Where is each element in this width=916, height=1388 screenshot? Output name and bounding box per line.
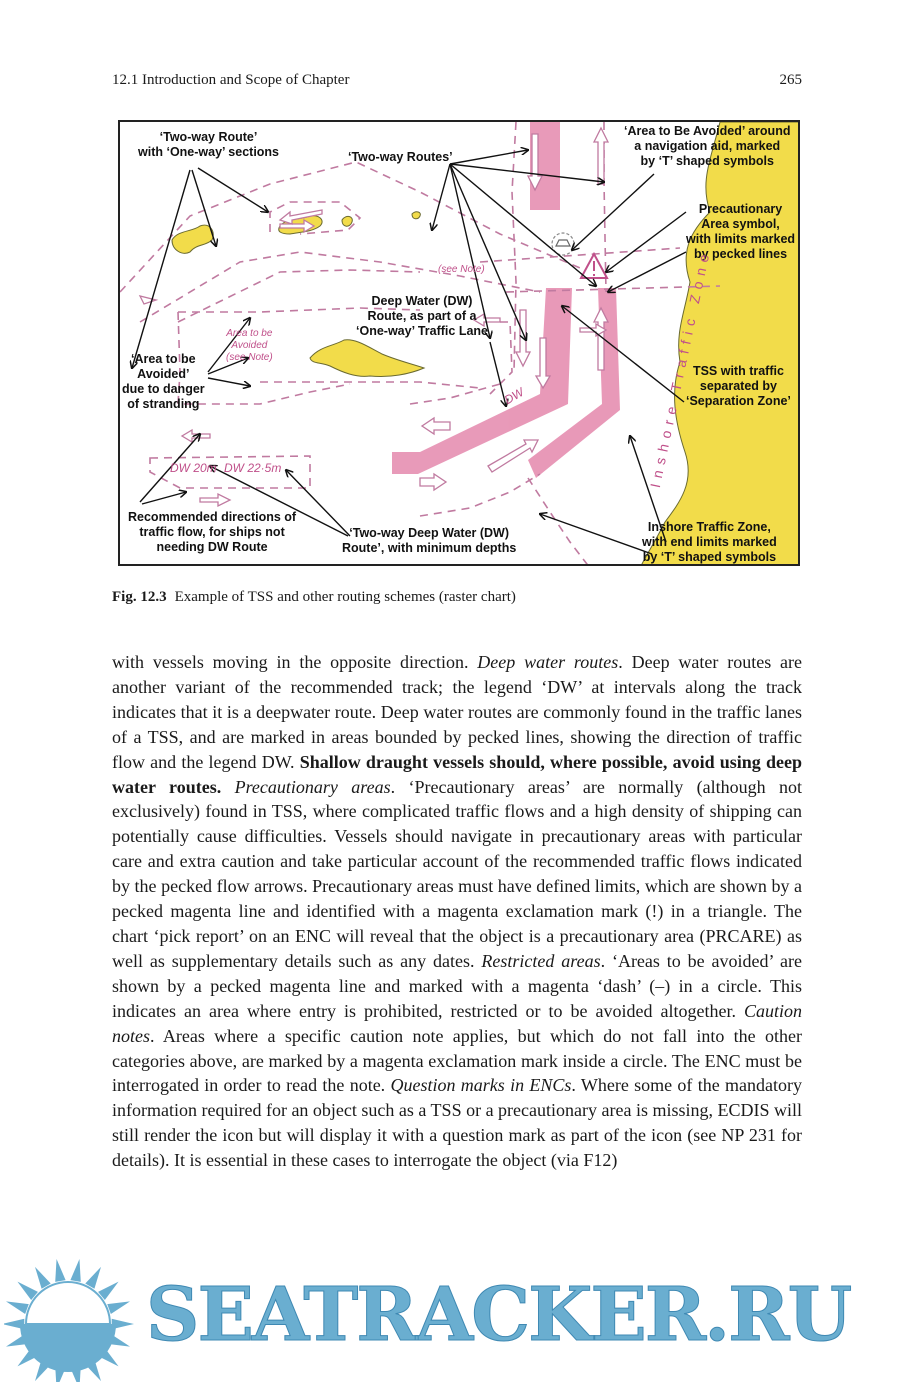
label-line: with end limits marked: [642, 535, 777, 549]
label-line: ‘Separation Zone’: [686, 394, 791, 408]
chart-text-line: Area to be: [226, 328, 273, 339]
body-run: with vessels moving in the opposite direction.: [112, 652, 478, 672]
chart-text-line: Avoided: [231, 340, 268, 351]
label-line: TSS with traffic: [692, 364, 784, 378]
sun-ray: [107, 1301, 130, 1314]
body-run: . ‘Precautionary areas’ are normally (although not exclusively) found in TSS, where complicated traffic flows and a high density of shipping can potentially cause difficulties. Vessels should navigate in precautionary areas with particular care and extra caution and take particular account of the recommended traffic flows indicated by the pecked flow arrows. Precautionary areas must have defined limits, which are shown by a pecked magenta line and identified with a magenta exclamation mark (!) in a triangle. The chart ‘pick report’ on an ENC will reveal that the object is a precautionary area (PRCARE) as well as supplementary details such as any dates.: [112, 776, 802, 971]
chart-text-dw-22-5m: DW 22·5m: [224, 461, 282, 475]
label-line: by ‘T’ shaped symbols: [642, 550, 777, 564]
label-line: ‘Two-way Deep Water (DW): [349, 526, 510, 540]
label-recommended-directions: [128, 510, 296, 555]
body-run: [221, 777, 234, 797]
island: [412, 212, 420, 219]
emphasis-text: Shallow draught vessels should, where possible, avoid using deep water routes.: [112, 751, 802, 797]
run-in-heading: Caution notes: [112, 1000, 802, 1046]
label-line: Area symbol,: [701, 217, 780, 231]
figure-caption: [112, 589, 516, 606]
body-run: . Areas where a specific caution note applies, but which do not fall into the other categories above, are marked by a magenta exclamation mark inside a circle. The ENC must be interrogated in order to read the note.: [112, 1025, 802, 1096]
label-line: ‘One-way’ Traffic Lane: [356, 324, 488, 338]
label-line: ‘Two-way Route’: [159, 130, 258, 144]
section-title: 12.1 Introduction and Scope of Chapter: [112, 72, 350, 88]
chart-text-inshore-traffic-zone: Inshore Traffic Zone: [646, 246, 714, 490]
label-line: with limits marked: [686, 232, 796, 246]
sun-ray: [6, 1301, 29, 1314]
label-atba-stranding: [122, 352, 205, 412]
label-inshore-traffic-zone: [642, 520, 777, 565]
chart-text-line: (see Note): [226, 352, 273, 363]
run-in-heading: Precautionary areas: [234, 776, 391, 797]
run-in-heading: Deep water routes: [477, 652, 619, 672]
label-line: Precautionary: [698, 202, 783, 216]
body-run: . Deep water routes are another variant of the recommended track; the legend ‘DW’ at intervals along the track indicates that it is a deepwater route. Deep water routes are commonly found in the traffic lanes of a TSS, and are marked in areas bounded by pecked lines, showing the direction of traffic flow and the legend DW.: [112, 652, 802, 772]
watermark-text: SEATRACKER.RU: [146, 1272, 851, 1358]
page-number: 265: [779, 72, 802, 88]
label-line: separated by: [699, 379, 777, 393]
sun-ray: [35, 1267, 51, 1289]
label-line: ‘Area to Be Avoided’ around: [624, 124, 791, 138]
figure-tss-routing: [118, 120, 800, 566]
label-line: with ‘One-way’ sections: [138, 145, 280, 159]
sun-logo-icon: [4, 1252, 144, 1382]
label-line: Inshore Traffic Zone,: [647, 520, 771, 534]
coastline-land: [640, 122, 800, 566]
flow-arrow: [200, 494, 230, 506]
label-line: Recommended directions of: [128, 510, 297, 524]
body-run: . Where some of the mandatory information required for an object such as a TSS or a precautionary area is missing, ECDIS will still render the icon but will display it with a question mark as part of the icon (see NP 231 for details). It is essential in these cases to interrogate the object (via F12): [112, 1075, 802, 1171]
body-text: [112, 650, 802, 1173]
flow-arrow: [488, 440, 538, 472]
label-line: due to danger: [122, 382, 205, 396]
label-two-way-routes: [348, 150, 453, 165]
label-line: of stranding: [127, 397, 200, 411]
sun-ray: [55, 1259, 65, 1282]
label-line: needing DW Route: [156, 540, 268, 554]
sun-ray: [70, 1259, 80, 1282]
caption-label: Fig. 12.3: [112, 589, 167, 605]
chart-graphic: [120, 122, 800, 566]
label-line: Route’, with minimum depths: [342, 541, 517, 555]
flow-arrow: [422, 418, 450, 434]
label-line: Deep Water (DW): [371, 294, 473, 308]
label-two-way-route-one-way-sections: [138, 130, 279, 160]
label-line: a navigation aid, marked: [634, 139, 781, 153]
label-tss-separation-zone: [686, 364, 791, 409]
label-dw-one-way-lane: [356, 294, 488, 339]
label-line: traffic flow, for ships not: [139, 525, 285, 539]
label-two-way-dw-route: [342, 526, 516, 556]
label-line: by pecked lines: [693, 247, 788, 261]
label-line: ‘Two-way Routes’: [348, 150, 453, 164]
run-in-heading: Restricted areas: [481, 950, 601, 971]
sun-ray: [85, 1267, 101, 1289]
chart-text-atba-note: [226, 328, 273, 364]
running-head: [112, 72, 802, 92]
flow-arrow: [516, 310, 530, 366]
body-run: . ‘Areas to be avoided’ are shown by a pecked magenta line and marked with a magenta ‘dash’ (–) in a circle. This indicates an area where entry is prohibited, restricted or to be avoided altogether.: [112, 950, 803, 1021]
flow-arrow: [140, 296, 156, 304]
flow-arrow: [182, 430, 210, 442]
label-line: Route, as part of a: [367, 309, 477, 323]
chart-text-see-note: (see Note): [438, 264, 485, 275]
chart-text-dw-20m: DW 20m: [170, 461, 217, 475]
caption-text: Example of TSS and other routing schemes (raster chart): [174, 589, 516, 605]
body-paragraph: [112, 650, 802, 1173]
label-line: Avoided’: [137, 367, 190, 381]
island-stranding: [310, 340, 424, 377]
flow-arrow: [594, 128, 608, 184]
chart-text-dw-lane: DW: [501, 384, 527, 408]
island: [342, 216, 352, 226]
run-in-heading: Question marks in ENCs: [390, 1075, 572, 1096]
label-atba-nav-aid: [624, 124, 790, 169]
watermark: [0, 1252, 916, 1382]
label-line: ‘Area to be: [131, 352, 196, 366]
label-line: by ‘T’ shaped symbols: [640, 154, 774, 168]
flow-arrow: [420, 474, 446, 490]
